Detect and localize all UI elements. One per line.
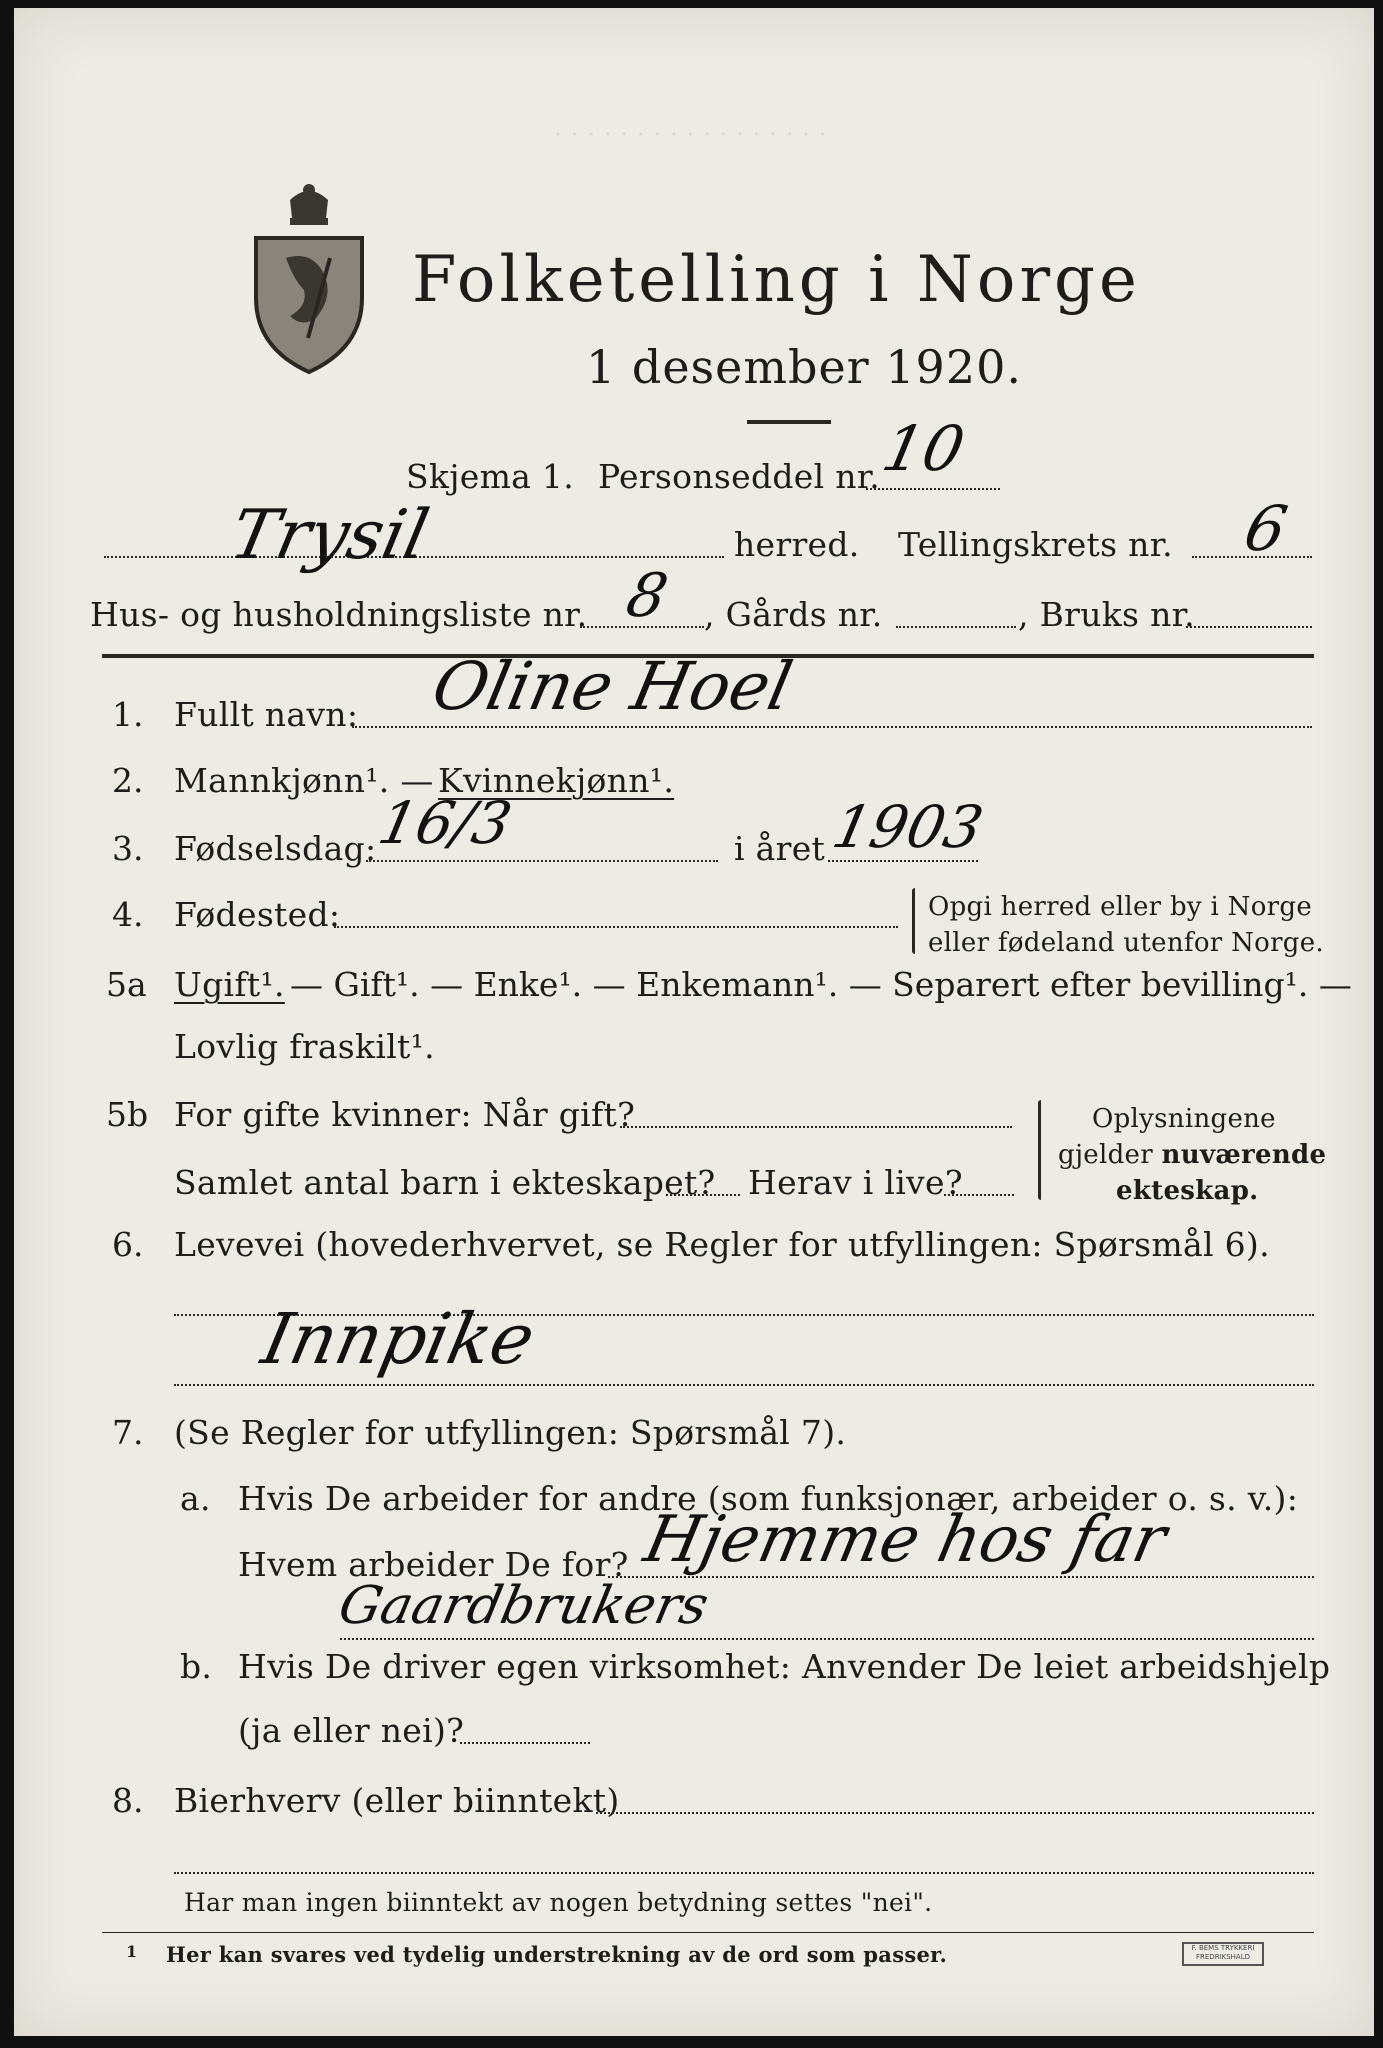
bleed-through-text: · · · · · · · · · · · · · · · · · — [554, 120, 827, 150]
bruks-label: , Bruks nr. — [1018, 595, 1195, 634]
q5b-note-1: Oplysningene — [1092, 1104, 1276, 1134]
q5b-line-2 — [666, 1194, 740, 1196]
q8-number: 8. — [112, 1781, 144, 1820]
q6-number: 6. — [112, 1225, 144, 1264]
q3-date-value: 16/3 — [372, 789, 518, 857]
q7b-text-2: (ja eller nei)? — [238, 1711, 465, 1750]
q3-year-value: 1903 — [826, 793, 989, 861]
q3-number: 3. — [112, 829, 144, 868]
q5b-line-1 — [620, 1126, 1012, 1128]
q1-name-value: Oline Hoel — [425, 648, 799, 725]
footnote-rule — [102, 1932, 1314, 1933]
bottom-note: Har man ingen biinntekt av nogen betydning settes "nei". — [184, 1888, 933, 1917]
q8-label: Bierhverv (eller biinntekt) — [174, 1781, 620, 1820]
q6-label: Levevei (hovederhvervet, se Regler for utfyllingen: Spørsmål 6). — [174, 1225, 1270, 1264]
q4-note-1: Opgi herred eller by i Norge — [928, 892, 1313, 922]
q5a-ugift-underlined: Ugift¹. — [174, 965, 285, 1004]
q5b-brace — [1038, 1100, 1041, 1200]
q1-label: Fullt navn: — [174, 695, 359, 734]
form-title: Folketelling i Norge — [412, 243, 1141, 317]
q5b-number: 5b — [106, 1095, 149, 1134]
q5a-number: 5a — [106, 965, 147, 1004]
q7b-line — [460, 1742, 590, 1744]
q5b-note-2a: gjelder — [1058, 1140, 1162, 1170]
q8-line-2 — [174, 1872, 1314, 1874]
q5b-line-3 — [944, 1194, 1014, 1196]
gards-label: , Gårds nr. — [704, 595, 883, 634]
q7b-letter: b. — [180, 1647, 213, 1686]
personseddel-line — [866, 488, 1000, 490]
census-form-sheet — [14, 8, 1374, 2036]
q4-label: Fødested: — [174, 895, 341, 934]
q7a-value-1: Hjemme hos far — [638, 1503, 1173, 1577]
q5b-note-3: ekteskap. — [1116, 1176, 1259, 1206]
q7-number: 7. — [112, 1413, 144, 1452]
q4-number: 4. — [112, 895, 144, 934]
q5a-options: — Gift¹. — Enke¹. — Enkemann¹. — Separert efter bevilling¹. — — [290, 965, 1352, 1004]
q7a-line-2 — [340, 1638, 1314, 1640]
tellingskrets-value: 6 — [1238, 492, 1294, 565]
footnote-mark: 1 — [126, 1942, 138, 1961]
q5b-label-2: Samlet antal barn i ekteskapet? — [174, 1163, 716, 1202]
q7-label: (Se Regler for utfyllingen: Spørsmål 7). — [174, 1413, 847, 1452]
q4-brace — [912, 888, 915, 954]
q5b-note-2b: nuværende — [1161, 1140, 1327, 1170]
herred-value: Trysil — [223, 496, 436, 575]
q7a-question: Hvem arbeider De for? — [238, 1545, 629, 1584]
printer-stamp: F. BEMS TRYKKERI FREDRIKSHALD — [1182, 1942, 1264, 1966]
husholdning-value: 8 — [620, 561, 674, 631]
q4-note-2: eller fødeland utenfor Norge. — [928, 928, 1324, 958]
personseddel-value: 10 — [876, 412, 971, 485]
q5a-line2: Lovlig fraskilt¹. — [174, 1027, 435, 1066]
personseddel-label: Personseddel nr. — [598, 457, 881, 496]
q3-year-label: i året — [734, 829, 826, 868]
q8-line-1 — [596, 1812, 1314, 1814]
q4-line — [334, 926, 898, 928]
husholdning-label: Hus- og husholdningsliste nr. — [90, 595, 588, 634]
q2-number: 2. — [112, 761, 144, 800]
q7a-letter: a. — [180, 1479, 211, 1518]
tellingskrets-label: Tellingskrets nr. — [898, 525, 1173, 564]
q5b-note-2 — [1058, 1142, 1326, 1168]
skjema-label: Skjema 1. — [406, 457, 575, 496]
q2-mann: Mannkjønn¹. — — [174, 761, 434, 800]
q1-number: 1. — [112, 695, 144, 734]
q5b-label-1: For gifte kvinner: Når gift? — [174, 1095, 636, 1134]
bruks-line — [1186, 626, 1312, 628]
q1-line — [352, 726, 1312, 728]
gards-line — [896, 626, 1016, 628]
title-rule — [747, 420, 831, 424]
q6-value: Innpike — [255, 1298, 542, 1380]
q7a-text: Hvis De arbeider for andre (som funksjonær, arbeider o. s. v.): — [238, 1479, 1299, 1518]
census-date: 1 desember 1920. — [586, 340, 1022, 394]
herred-label: herred. — [734, 525, 860, 564]
q5b-label-3: Herav i live? — [748, 1163, 963, 1202]
q7b-text: Hvis De driver egen virksomhet: Anvender De leiet arbeidshjelp — [238, 1647, 1331, 1686]
footnote-text: Her kan svares ved tydelig understrekning av de ord som passer. — [166, 1942, 948, 1967]
q3-date-line — [366, 860, 718, 862]
q6-line-2 — [174, 1384, 1314, 1386]
q2-kvinne-underlined: Kvinnekjønn¹. — [438, 761, 675, 800]
q7a-value-2: Gaardbrukers — [333, 1576, 714, 1636]
q3-label: Fødselsdag: — [174, 829, 377, 868]
norwegian-coat-of-arms-icon — [246, 178, 372, 378]
